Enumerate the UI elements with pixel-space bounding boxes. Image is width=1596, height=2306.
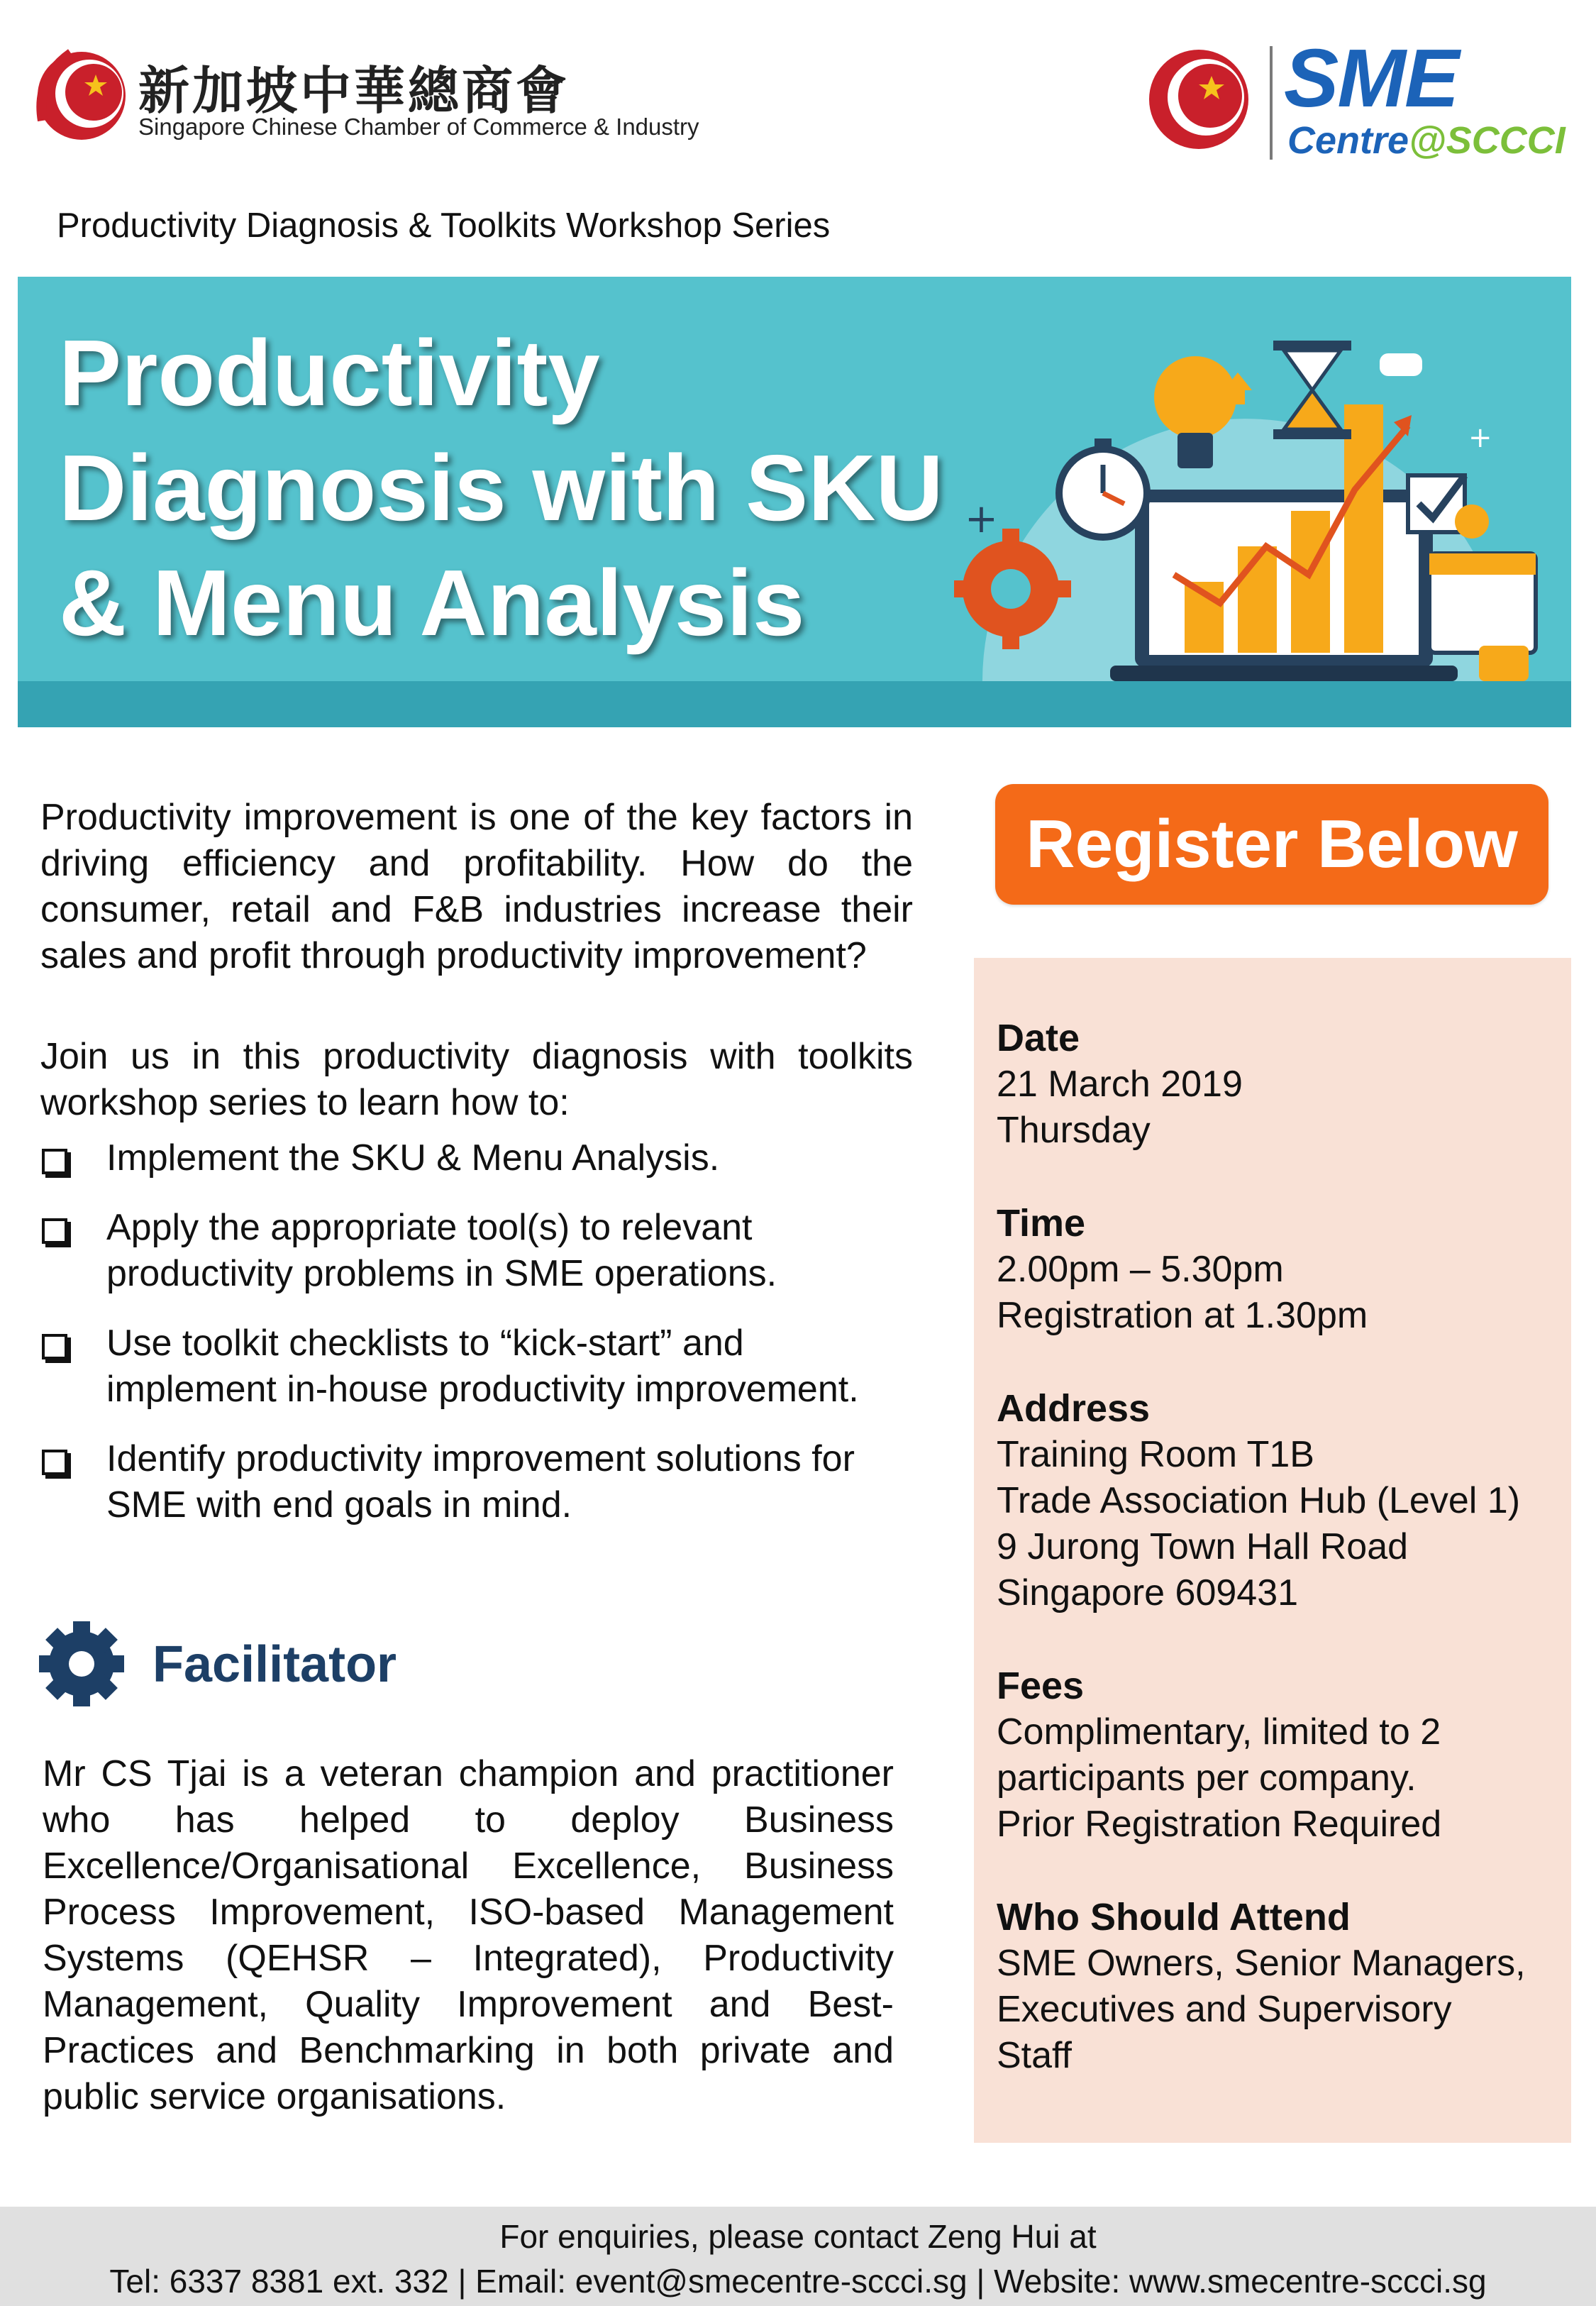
enquiry-text: For enquiries, please contact Zeng Hui at (499, 2218, 1097, 2255)
time-label: Time (997, 1202, 1086, 1245)
fees-section (997, 1662, 1550, 1848)
list-item (40, 1436, 920, 1528)
coffee-cup-icon (1479, 646, 1529, 681)
audience-line: SME Owners, Senior Managers, (997, 1943, 1526, 1984)
checkbox-bullet-icon (42, 1450, 67, 1475)
checkbox-bullet-icon (42, 1149, 67, 1174)
audience-label: Who Should Attend (997, 1896, 1351, 1938)
address-line: Trade Association Hub (Level 1) (997, 1480, 1521, 1521)
list-item-text: Apply the appropriate tool(s) to relevant productivity problems in SME operations. (106, 1207, 777, 1294)
list-item (40, 1205, 920, 1297)
day-value: Thursday (997, 1110, 1151, 1151)
gear-icon (35, 1618, 128, 1710)
svg-text:+: + (965, 496, 998, 542)
series-title: Productivity Diagnosis & Toolkits Workshop Series (57, 206, 831, 245)
speech-bubble-icon (1380, 353, 1422, 376)
sccci-name-en: Singapore Chinese Chamber of Commerce & Industry (138, 114, 699, 140)
registration-time: Registration at 1.30pm (997, 1295, 1368, 1336)
sme-logo-centre-text: Centre (1287, 119, 1409, 162)
address-label: Address (997, 1387, 1151, 1430)
checkbox-bullet-icon (42, 1334, 67, 1359)
list-item-text: Identify productivity improvement solutions for SME with end goals in mind. (106, 1438, 855, 1526)
list-item-text: Implement the SKU & Menu Analysis. (106, 1137, 720, 1179)
sme-centre-logo (1142, 32, 1568, 167)
sccci-emblem-icon (28, 35, 128, 156)
fees-line: Prior Registration Required (997, 1804, 1442, 1845)
productivity-illustration (954, 277, 1571, 727)
sccci-logo (28, 35, 699, 156)
address-line: 9 Jurong Town Hall Road (997, 1526, 1409, 1567)
sccci-name-zh: 新加坡中華總商會 (138, 60, 570, 121)
sme-emblem-icon (1142, 39, 1256, 160)
intro-join-paragraph: Join us in this productivity diagnosis with toolkits workshop series to learn how to: (40, 1036, 913, 1123)
fees-label: Fees (997, 1665, 1085, 1707)
sme-logo-main: SME (1284, 32, 1458, 124)
audience-line: Staff (997, 2035, 1073, 2076)
hero-banner (18, 277, 1571, 727)
address-line: Singapore 609431 (997, 1572, 1299, 1613)
register-button[interactable]: Register Below (995, 784, 1548, 905)
date-section (997, 1015, 1550, 1154)
audience-line: Executives and Supervisory (997, 1989, 1452, 2030)
facilitator-header (35, 1618, 603, 1710)
title-line-2: Diagnosis with SKU (59, 436, 943, 540)
list-item-text: Use toolkit checklists to “kick-start” and implement in-house productivity improvement. (106, 1323, 859, 1410)
address-line: Training Room T1B (997, 1434, 1314, 1475)
contact-footer (0, 2207, 1596, 2306)
fees-line: Complimentary, limited to 2 (997, 1711, 1441, 1753)
fees-line: participants per company. (997, 1758, 1417, 1799)
lightbulb-icon (1154, 356, 1236, 438)
title-line-3: & Menu Analysis (59, 551, 805, 655)
checkbox-bullet-icon (42, 1218, 67, 1244)
time-value: 2.00pm – 5.30pm (997, 1249, 1284, 1290)
intro-paragraph: Productivity improvement is one of the key factors in driving efficiency and profitability. How do the consumer, retail and F&B industries increase their sales and profit through productivity improvement? (40, 797, 913, 976)
date-label: Date (997, 1017, 1080, 1059)
address-section (997, 1385, 1550, 1616)
event-details-panel (974, 958, 1571, 2143)
time-section (997, 1200, 1550, 1339)
date-value: 21 March 2019 (997, 1064, 1243, 1105)
workshop-title (59, 316, 981, 661)
facilitator-heading: Facilitator (153, 1636, 397, 1693)
audience-section (997, 1894, 1550, 2079)
list-item (40, 1135, 920, 1181)
dollar-coin-icon (1455, 504, 1489, 539)
sme-logo-centre (1287, 118, 1565, 162)
facilitator-bio: Mr CS Tjai is a veteran champion and practitioner who has helped to deploy Business Excellence/Organisational Excellence, Business Process Improvement, ISO-based Management Systems (QEHSR – Integrated), Productivity Management, Quality Improvement and Best-Practices and Benchmarking in both private and public service organisations. (43, 1753, 894, 2117)
learning-outcomes-list (40, 1135, 920, 1552)
title-line-1: Productivity (59, 321, 600, 425)
contact-details: Tel: 6337 8381 ext. 332 | Email: event@smecentre-sccci.sg | Website: www.smecentre-sccci.sg (109, 2263, 1487, 2300)
list-item (40, 1320, 920, 1413)
svg-text:+: + (1468, 421, 1492, 454)
sme-logo-suffix: @SCCCI (1409, 119, 1565, 162)
logo-divider (1270, 46, 1273, 160)
